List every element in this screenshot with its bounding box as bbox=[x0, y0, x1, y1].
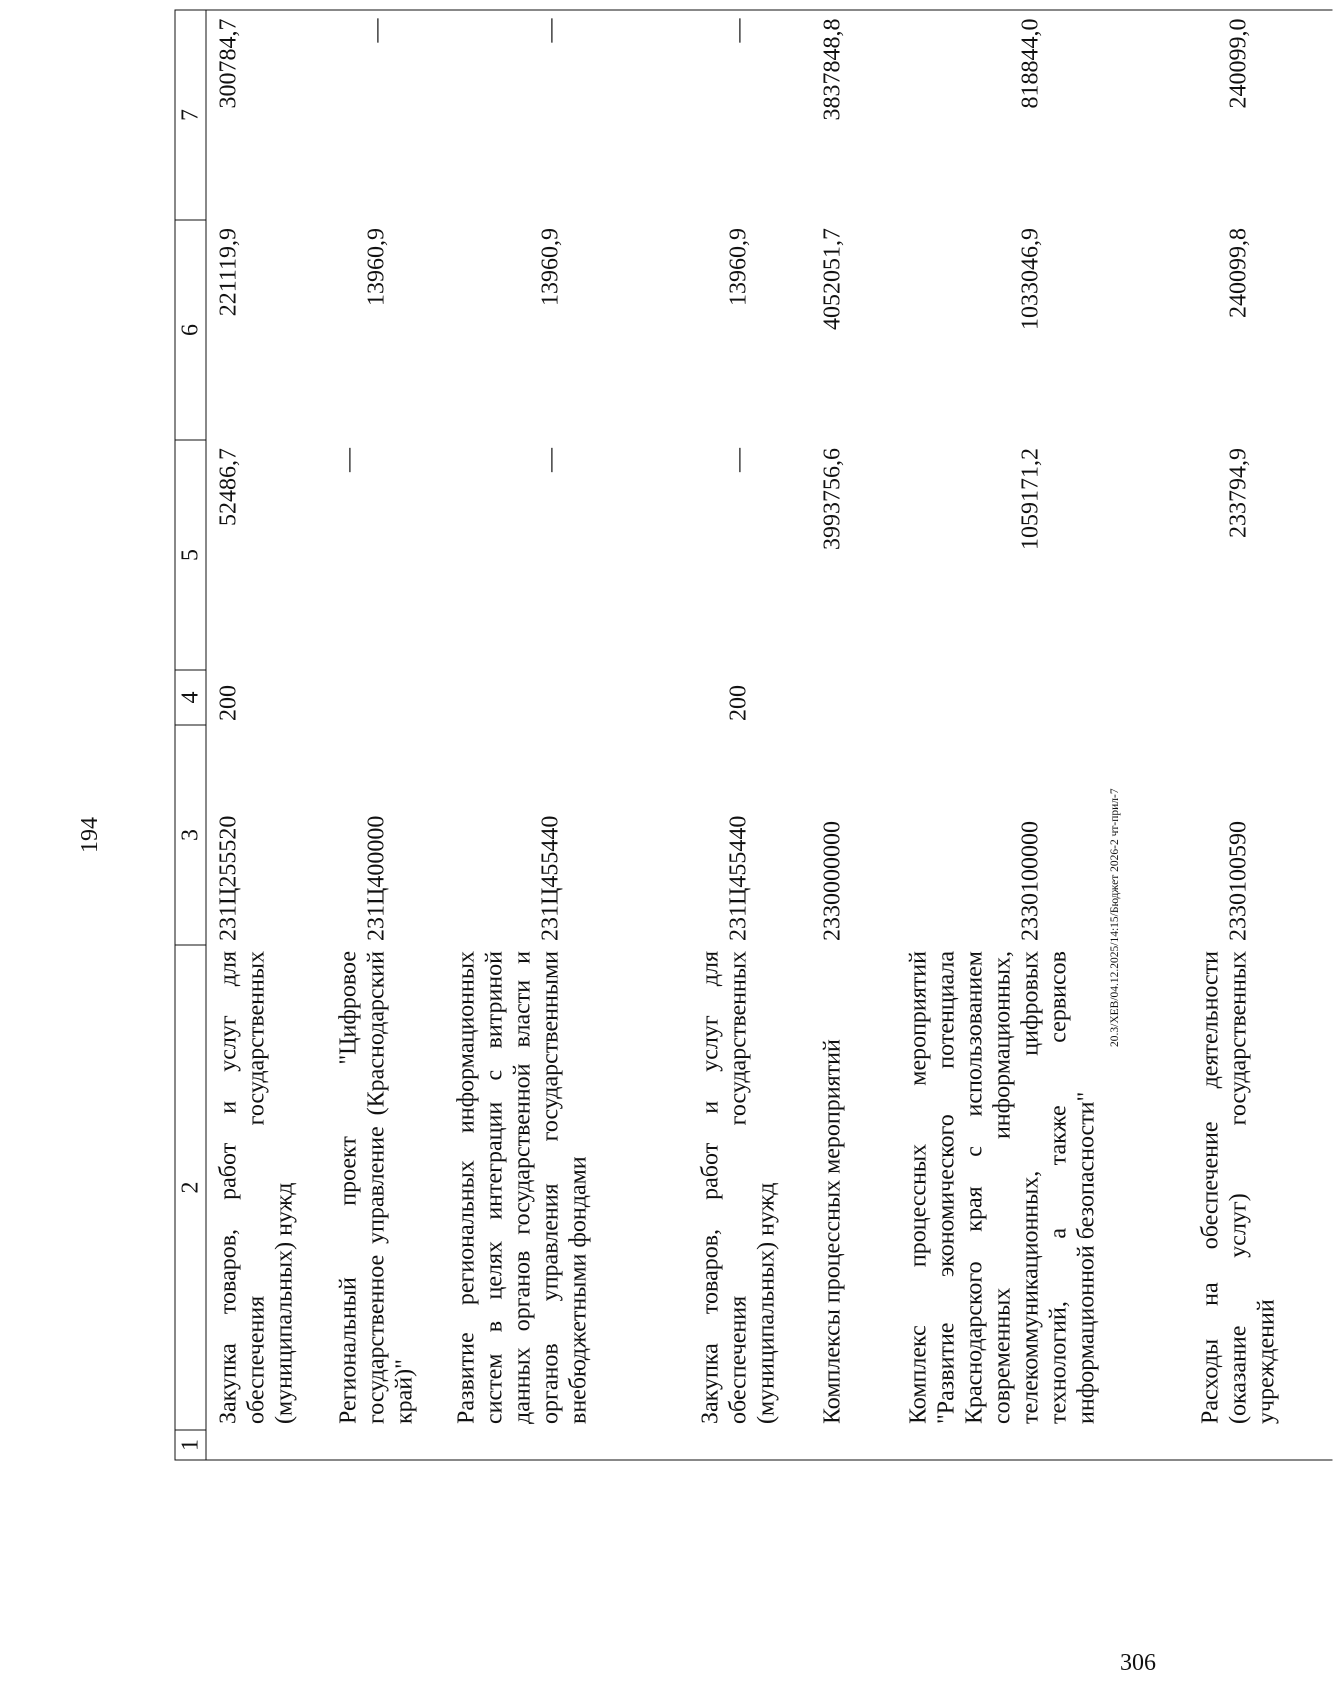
cell-amount-6: 13960,9 bbox=[725, 228, 752, 306]
cell-amount-7: 240099,0 bbox=[1177, 10, 1333, 220]
cell-amount-5: 3993756,6 bbox=[819, 448, 846, 550]
table-row bbox=[315, 10, 433, 1460]
cell-type bbox=[805, 670, 885, 725]
cell-type bbox=[885, 670, 1177, 725]
cell-type bbox=[315, 670, 433, 725]
header-col-1: 1 bbox=[175, 1430, 206, 1460]
cell-col-1 bbox=[206, 1430, 315, 1460]
cell-description: Расходы на обеспечение деятельности (оказание услуг) государственных учреждений bbox=[1197, 951, 1280, 1424]
cell-description: Закупка товаров, работ и услуг для обеспечения государственных (муниципальных) нужд bbox=[215, 951, 298, 1424]
sheet-number: 306 bbox=[1120, 1650, 1156, 1676]
cell-type: 200 bbox=[215, 685, 242, 721]
cell-code: 231Ц455440 bbox=[725, 815, 752, 941]
header-col-5: 5 bbox=[175, 440, 206, 670]
cell-code: 231Ц400000 bbox=[363, 815, 390, 941]
header-col-3: 3 bbox=[175, 725, 206, 945]
cell-amount-7: 300784,7 bbox=[206, 10, 315, 220]
header-col-4: 4 bbox=[175, 670, 206, 725]
cell-amount-7: — bbox=[315, 10, 433, 220]
cell-amount-6: 13960,9 bbox=[363, 228, 390, 306]
header-col-7: 7 bbox=[175, 10, 206, 220]
cell-code: 2330100590 bbox=[1225, 821, 1252, 941]
cell-amount-6: 240099,8 bbox=[1225, 228, 1252, 318]
cell-amount-7: 818844,0 bbox=[885, 10, 1177, 220]
cell-description: Развитие региональных информационных систем в целях интеграции с витриной данных органов государственной власти и органов управления государственными внебюджетными фондами bbox=[453, 951, 592, 1424]
cell-amount-7: — bbox=[677, 10, 805, 220]
cell-amount-6: 13960,9 bbox=[537, 228, 564, 306]
cell-amount-6: 221119,9 bbox=[215, 228, 242, 317]
cell-description: Региональный проект "Цифровое государственное управление (Краснодарский край)" bbox=[335, 951, 418, 1424]
cell-code: 2330100000 bbox=[1017, 821, 1044, 941]
table-row bbox=[885, 10, 1177, 1460]
footer-code: 20.3/XEB/04.12.2025/14:15/Бюджет 2026-2 чт-прил-7 bbox=[1109, 788, 1121, 1047]
cell-description: Закупка товаров, работ и услуг для обеспечения государственных (муниципальных) нужд bbox=[697, 951, 780, 1424]
cell-col-1 bbox=[315, 1430, 433, 1460]
cell-col-1 bbox=[677, 1430, 805, 1460]
cell-amount-5: 233794,9 bbox=[1225, 448, 1252, 538]
table-row bbox=[1177, 10, 1333, 1460]
page-number: 194 bbox=[77, 817, 103, 853]
cell-amount-5: 52486,7 bbox=[215, 448, 242, 526]
cell-amount-7: 3837848,8 bbox=[805, 10, 885, 220]
cell-code: 231Ц455440 bbox=[537, 815, 564, 941]
cell-amount-6: 1033046,9 bbox=[1017, 228, 1044, 330]
cell-amount-7: — bbox=[433, 10, 677, 220]
cell-col-1 bbox=[885, 1430, 1177, 1460]
header-col-6: 6 bbox=[175, 220, 206, 440]
cell-type: 200 bbox=[725, 685, 752, 721]
table-row bbox=[433, 10, 677, 1460]
cell-amount-6: 4052051,7 bbox=[819, 228, 846, 330]
table-row bbox=[805, 10, 885, 1460]
budget-table bbox=[175, 10, 1333, 1461]
cell-type bbox=[433, 670, 677, 725]
header-col-2: 2 bbox=[175, 945, 206, 1430]
cell-description: Комплексы процессных мероприятий bbox=[819, 1039, 846, 1424]
cell-col-1 bbox=[1177, 1430, 1333, 1460]
table-header-row bbox=[175, 10, 206, 1460]
cell-description: Комплекс процессных мероприятий "Развитие экономического потенциала Краснодарского края с использованием современных информационных, телекоммуникационных, цифровых технологий, а также сервисов информационной безопасности" bbox=[905, 951, 1100, 1424]
cell-type bbox=[1177, 670, 1333, 725]
table-row bbox=[677, 10, 805, 1460]
cell-amount-5: 1059171,2 bbox=[1017, 448, 1044, 550]
cell-amount-5: — bbox=[335, 448, 362, 472]
cell-amount-5: — bbox=[537, 448, 564, 472]
table-row bbox=[206, 10, 315, 1460]
cell-amount-5: — bbox=[725, 448, 752, 472]
cell-code: 2330000000 bbox=[819, 821, 846, 941]
cell-code: 231Ц255520 bbox=[215, 815, 242, 941]
cell-col-1 bbox=[805, 1430, 885, 1460]
cell-col-1 bbox=[433, 1430, 677, 1460]
